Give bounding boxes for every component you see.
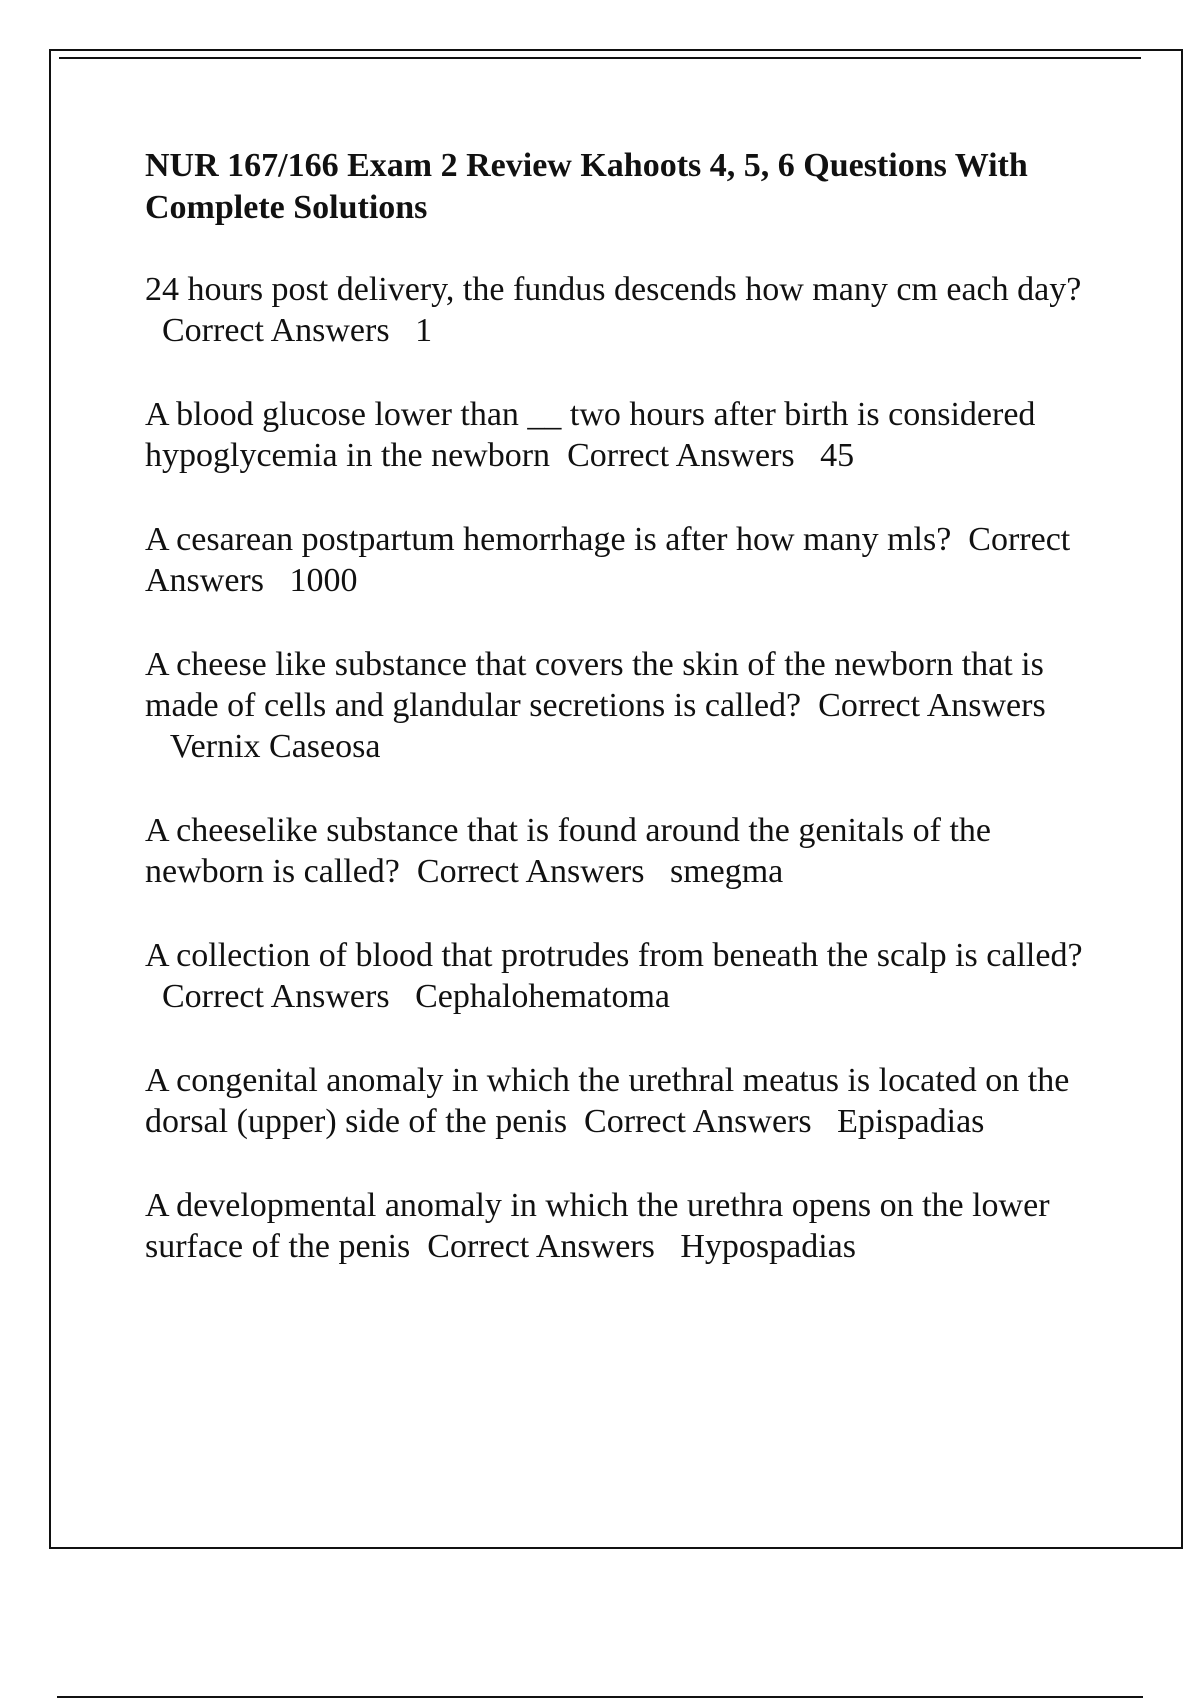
answer-text: 1: [415, 312, 433, 349]
qa-item: [145, 810, 1085, 892]
qa-item: [145, 269, 1085, 351]
qa-item: [145, 644, 1085, 767]
question-text: A cheese like substance that covers the skin of the newborn that is made of cells and glandular secretions is called?: [145, 646, 1044, 724]
question-text: A congenital anomaly in which the urethral meatus is located on the dorsal (upper) side of the penis: [145, 1062, 1070, 1140]
answer-text: Hypospadias: [680, 1228, 856, 1265]
qa-item: [145, 1185, 1085, 1267]
qa-item: [145, 1060, 1085, 1142]
answer-label: Correct Answers: [584, 1103, 812, 1140]
answer-text: 1000: [289, 562, 358, 599]
question-text: A cheeselike substance that is found around the genitals of the newborn is called?: [145, 812, 991, 890]
answer-label: Correct Answers: [162, 312, 390, 349]
answer-label: Correct Answers: [145, 521, 1071, 599]
answer-text: 45: [820, 437, 855, 474]
qa-item: [145, 935, 1085, 1017]
question-text: A cesarean postpartum hemorrhage is after how many mls?: [145, 521, 952, 558]
answer-label: Correct Answers: [818, 687, 1046, 724]
answer-text: smegma: [669, 853, 784, 890]
question-text: A blood glucose lower than __ two hours after birth is considered hypoglycemia in the newborn: [145, 396, 1036, 474]
document-body: [145, 145, 1085, 1310]
answer-label: Correct Answers: [162, 978, 390, 1015]
answer-label: Correct Answers: [567, 437, 795, 474]
qa-item: [145, 394, 1085, 476]
top-divider: [59, 57, 1141, 59]
answer-label: Correct Answers: [427, 1228, 655, 1265]
qa-item: [145, 519, 1085, 601]
question-text: 24 hours post delivery, the fundus descends how many cm each day?: [145, 271, 1082, 308]
answer-text: Vernix Caseosa: [169, 728, 381, 765]
answer-label: Correct Answers: [416, 853, 645, 890]
bottom-divider: [57, 1696, 1143, 1698]
question-text: A developmental anomaly in which the urethra opens on the lower surface of the penis: [145, 1187, 1050, 1265]
answer-text: Cephalohematoma: [415, 978, 670, 1015]
document-title: NUR 167/166 Exam 2 Review Kahoots 4, 5, 6 Questions With Complete Solutions: [145, 147, 1028, 226]
answer-text: Epispadias: [837, 1103, 985, 1140]
question-text: A collection of blood that protrudes from beneath the scalp is called?: [145, 937, 1083, 974]
